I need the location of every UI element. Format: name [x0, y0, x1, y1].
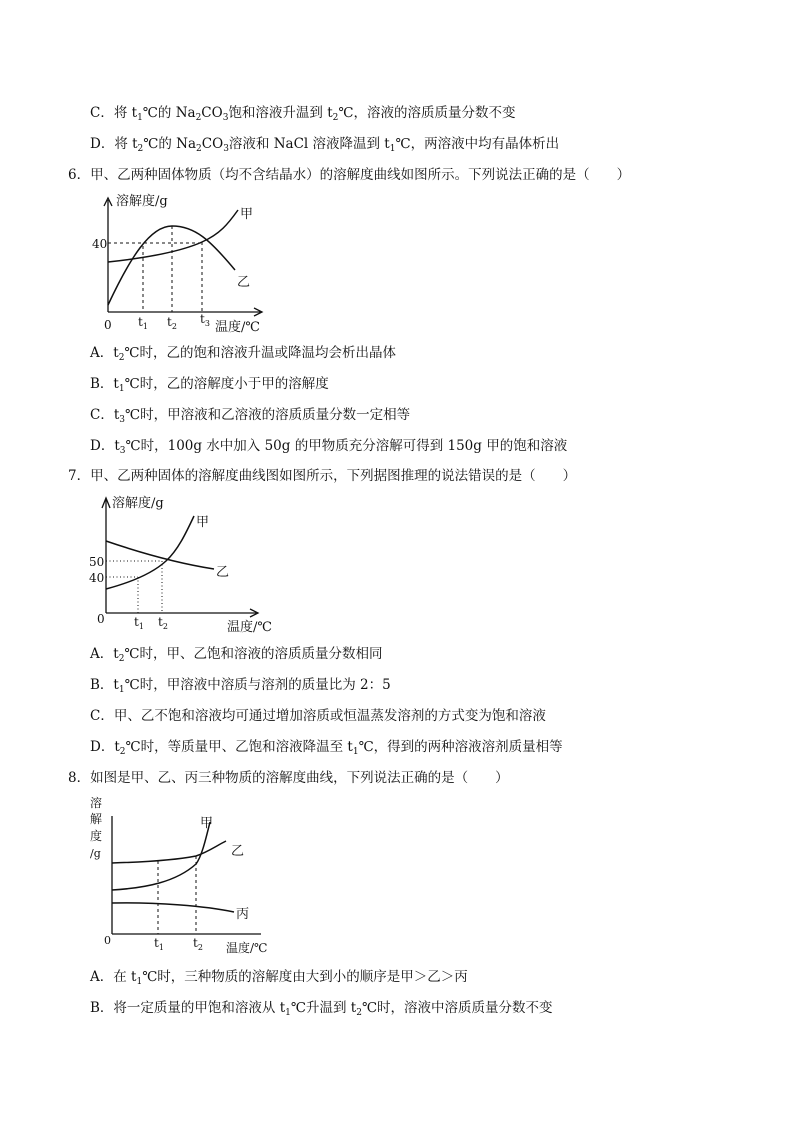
- q8-option-a: [90, 968, 468, 986]
- q7-option-a: [90, 645, 383, 663]
- option-text: ℃的 Na: [142, 105, 196, 121]
- option-text: 溶液和 NaCl 溶液降温到 t: [228, 136, 390, 152]
- q7-option-c: [90, 707, 546, 725]
- option-text: t: [114, 438, 120, 454]
- subscript: 3: [119, 446, 126, 456]
- option-text: ℃的 Na: [143, 136, 197, 152]
- q8-option-b: [90, 999, 553, 1017]
- option-text: 在 t: [113, 969, 137, 985]
- y-axis-label-char: 溶: [90, 796, 103, 810]
- x-tick-t1: $t_1$: [154, 936, 164, 952]
- option-text: ℃时，100g 水中加入 50g 的甲物质充分溶解可得到 150g 甲的饱和溶液: [125, 438, 568, 454]
- subscript: 1: [352, 747, 359, 757]
- q6-option-d: [90, 437, 567, 455]
- option-text: 饱和溶液升温到 t: [228, 105, 333, 121]
- x-tick-t2: $t_2$: [158, 615, 168, 631]
- series-label-jia: 甲: [240, 207, 254, 222]
- subscript: 2: [196, 144, 202, 154]
- subscript: 2: [119, 747, 126, 757]
- y-tick-label: 40: [92, 237, 108, 251]
- option-text: CO: [201, 105, 223, 121]
- subscript: 1: [118, 685, 125, 695]
- option-text: t: [113, 376, 119, 392]
- option-text: ℃时，乙的饱和溶液升温或降温均会析出晶体: [124, 345, 397, 361]
- origin-label: 0: [104, 934, 111, 947]
- subscript: 1: [285, 1008, 291, 1018]
- y-axis-label-char: /g: [90, 847, 101, 860]
- option-label: A．: [90, 345, 114, 361]
- option-text: 将一定质量的甲饱和溶液从 t: [113, 1000, 286, 1016]
- series-jia-curve: [106, 516, 194, 589]
- option-label: B．: [90, 376, 114, 392]
- option-text: t: [113, 646, 119, 662]
- q8-chart: [86, 794, 286, 960]
- series-yi-curve: [106, 541, 214, 569]
- subscript: 2: [356, 1008, 362, 1018]
- x-axis-label: 温度/℃: [227, 620, 272, 635]
- series-label-yi: 乙: [231, 844, 245, 859]
- subscript: 1: [118, 384, 125, 394]
- x-tick-t1: $t_1$: [134, 615, 144, 631]
- subscript: 3: [119, 415, 126, 425]
- option-text: t: [113, 407, 120, 423]
- subscript: 1: [137, 113, 143, 123]
- q7-option-d: [90, 738, 563, 756]
- option-text: ℃时，甲溶液中溶质与溶剂的质量比为 2：5: [124, 677, 391, 693]
- subscript: 2: [332, 113, 339, 123]
- series-label-bing: 丙: [236, 907, 250, 922]
- q7-chart: [86, 488, 276, 638]
- option-label: A．: [90, 646, 114, 662]
- origin-label: 0: [104, 318, 112, 332]
- option-label: C．: [90, 708, 114, 724]
- option-text: ℃，溶液的溶质质量分数不变: [338, 105, 516, 121]
- question-7-stem: 7．甲、乙两种固体的溶解度曲线图如图所示，下列据图推理的说法错误的是（ ）: [68, 468, 577, 484]
- x-tick-t2: $t_2$: [167, 315, 177, 331]
- option-text: ℃，两溶液中均有晶体析出: [395, 136, 560, 152]
- series-label-yi: 乙: [237, 275, 251, 290]
- option-text: ℃时，乙的溶解度小于甲的溶解度: [124, 376, 329, 392]
- y-axis-label: 溶解度/g: [116, 194, 168, 209]
- option-text: ℃升温到 t: [290, 1000, 357, 1016]
- option-text: t: [114, 739, 120, 755]
- x-tick-t3: $t_3$: [200, 312, 210, 328]
- option-text: ℃时，甲溶液和乙溶液的溶质质量分数一定相等: [125, 407, 411, 423]
- option-text: ℃，得到的两种溶液溶剂质量相等: [358, 739, 563, 755]
- series-label-yi: 乙: [216, 565, 230, 580]
- x-tick-t1: $t_1$: [138, 315, 148, 331]
- y-axis-label: 溶解度/g: [112, 496, 164, 511]
- option-text: t: [113, 677, 119, 693]
- option-label: C．: [90, 407, 114, 423]
- q7-option-b: [90, 676, 391, 694]
- option-text: 甲、乙不饱和溶液均可通过增加溶质或恒温蒸发溶剂的方式变为饱和溶液: [113, 708, 546, 724]
- option-text: 将 t: [114, 136, 138, 152]
- y-axis-label-char: 度: [90, 829, 103, 843]
- subscript: 1: [136, 977, 143, 987]
- option-label: B．: [90, 677, 114, 693]
- option-label: B．: [90, 1000, 114, 1016]
- subscript: 2: [137, 144, 144, 154]
- q6-chart: [90, 188, 280, 336]
- x-tick-t2: $t_2$: [193, 936, 203, 952]
- y-axis-label-char: 解: [90, 812, 103, 826]
- q6-option-b: [90, 375, 329, 393]
- q6-option-a: [90, 344, 396, 362]
- q6-option-c: [90, 406, 410, 424]
- option-text: ℃时，等质量甲、乙饱和溶液降温至 t: [125, 739, 353, 755]
- subscript: 2: [118, 654, 125, 664]
- question-6-stem: 6．甲、乙两种固体物质（均不含结晶水）的溶解度曲线如图所示。下列说法正确的是（ ）: [68, 167, 631, 183]
- subscript: 3: [223, 144, 229, 154]
- subscript: 2: [118, 353, 125, 363]
- option-d-top: [90, 135, 559, 153]
- option-text: t: [113, 345, 119, 361]
- option-text: ℃时，甲、乙饱和溶液的溶质质量分数相同: [124, 646, 383, 662]
- option-label: C．: [90, 105, 114, 121]
- option-label: D．: [90, 136, 115, 152]
- option-label: D．: [90, 739, 115, 755]
- option-text: 将 t: [113, 105, 138, 121]
- series-jia-curve: [108, 210, 238, 262]
- question-8-stem: 8．如图是甲、乙、丙三种物质的溶解度曲线，下列说法正确的是（ ）: [68, 770, 509, 786]
- subscript: 2: [195, 113, 202, 123]
- option-label: A．: [90, 969, 114, 985]
- y-tick-label-40: 40: [89, 571, 105, 585]
- origin-label: 0: [97, 612, 105, 626]
- option-text: ℃时，三种物质的溶解度由大到小的顺序是甲＞乙＞丙: [142, 969, 468, 985]
- subscript: 1: [389, 144, 396, 154]
- option-label: D．: [90, 438, 115, 454]
- series-label-jia: 甲: [200, 816, 214, 831]
- series-yi-curve: [112, 841, 226, 863]
- series-label-jia: 甲: [196, 515, 210, 530]
- x-axis-label: 温度/℃: [226, 941, 268, 955]
- series-bing-curve: [112, 903, 234, 912]
- option-c-top: [90, 104, 516, 122]
- option-text: CO: [201, 136, 224, 152]
- subscript: 3: [222, 113, 229, 123]
- x-axis-label: 温度/℃: [215, 320, 260, 335]
- y-tick-label-50: 50: [89, 555, 105, 569]
- option-text: ℃时，溶液中溶质质量分数不变: [361, 1000, 553, 1016]
